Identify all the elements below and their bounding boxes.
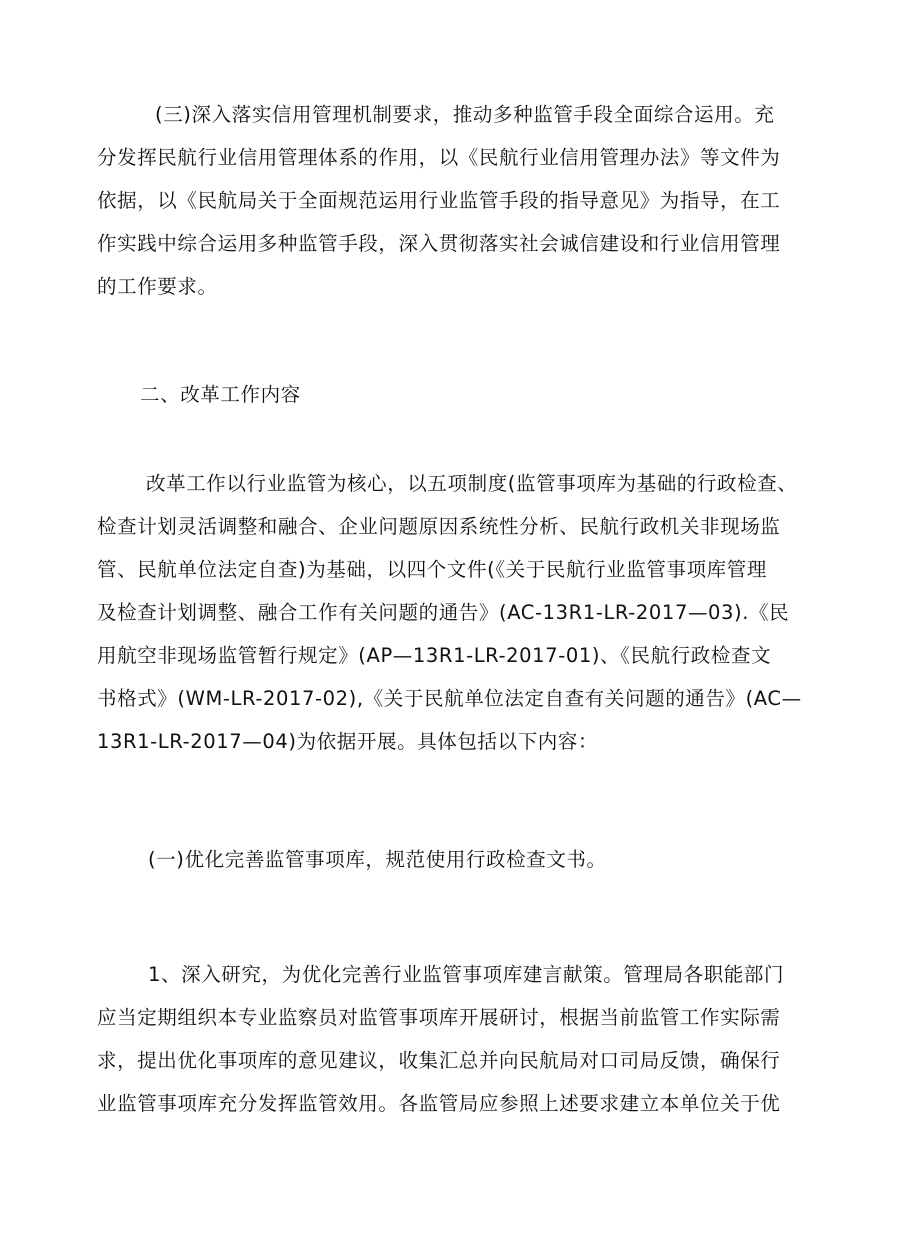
reform-intro-line-3: 管、民航单位法定自查)为基础，以四个文件(《关于民航行业监管事项库管理 bbox=[97, 558, 767, 581]
section-3-line-1: (三)深入落实信用管理机制要求，推动多种监管手段全面综合运用。充 bbox=[155, 103, 775, 126]
reform-intro-line-7: 13R1-LR-2017—04)为依据开展。具体包括以下内容： bbox=[97, 730, 599, 753]
reform-intro-line-4: 及检查计划调整、融合工作有关问题的通告》(AC-13R1-LR-2017—03).《民 bbox=[97, 601, 790, 624]
section-3-line-3: 依据，以《民航局关于全面规范运用行业监管手段的指导意见》为指导，在工 bbox=[97, 189, 781, 212]
item-1-line-2: 应当定期组织本专业监察员对监管事项库开展研讨，根据当前监管工作实际需 bbox=[97, 1006, 781, 1029]
section-heading: 二、改革工作内容 bbox=[140, 383, 301, 406]
subheading-1: (一)优化完善监管事项库，规范使用行政检查文书。 bbox=[148, 848, 607, 871]
item-1-line-4: 业监管事项库充分发挥监管效用。各监管局应参照上述要求建立本单位关于优 bbox=[97, 1092, 781, 1115]
item-1-line-3: 求，提出优化事项库的意见建议，收集汇总并向民航局对口司局反馈，确保行 bbox=[97, 1049, 781, 1072]
reform-intro-line-2: 检查计划灵活调整和融合、企业问题原因系统性分析、民航行政机关非现场监 bbox=[97, 515, 781, 538]
reform-intro-line-6: 书格式》(WM-LR-2017-02),《关于民航单位法定自查有关问题的通告》(AC— bbox=[97, 687, 802, 710]
section-3-line-4: 作实践中综合运用多种监管手段，深入贯彻落实社会诚信建设和行业信用管理 bbox=[97, 232, 781, 255]
section-3-line-5: 的工作要求。 bbox=[97, 275, 218, 298]
section-3-line-2: 分发挥民航行业信用管理体系的作用，以《民航行业信用管理办法》等文件为 bbox=[97, 146, 781, 169]
item-1-line-1: 1、深入研究，为优化完善行业监管事项库建言献策。管理局各职能部门 bbox=[148, 963, 785, 986]
reform-intro-line-1: 改革工作以行业监管为核心，以五项制度(监管事项库为基础的行政检查、 bbox=[146, 472, 798, 495]
reform-intro-line-5: 用航空非现场监管暂行规定》(AP—13R1-LR-2017-01)、《民航行政检查文 bbox=[97, 644, 772, 667]
